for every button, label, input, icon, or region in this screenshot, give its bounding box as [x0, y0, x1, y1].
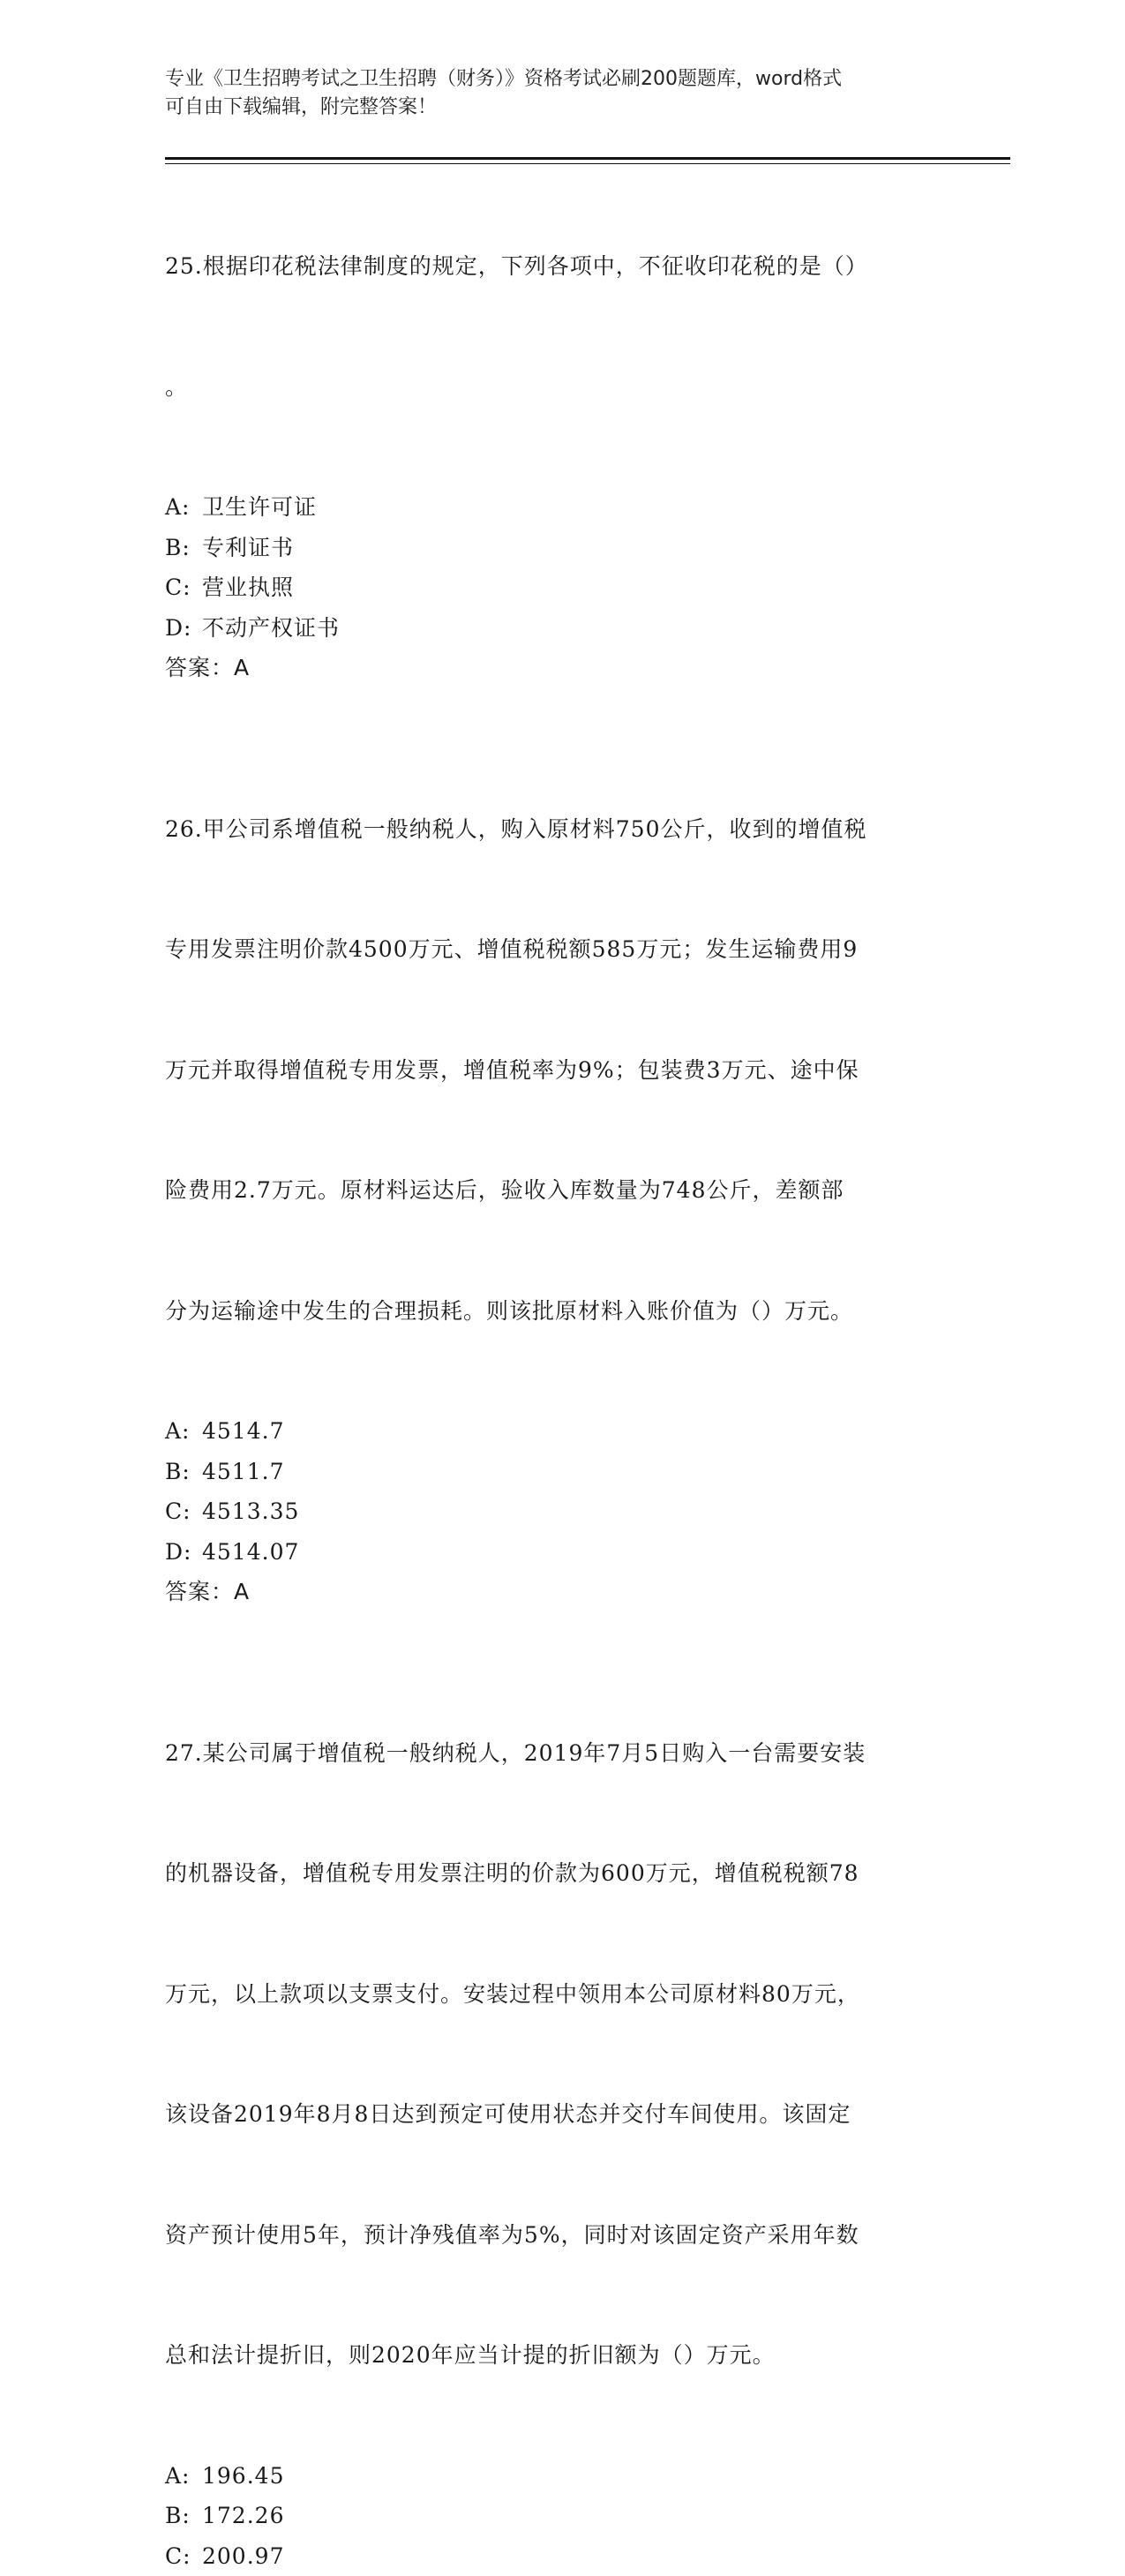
option-text: 专利证书	[202, 535, 294, 560]
stem-line: 资产预计使用5年，预计净残值率为5%，同时对该固定资产采用年数	[165, 2215, 959, 2256]
option-text: 4513.35	[202, 1498, 299, 1524]
spacer	[165, 1612, 959, 1653]
option-text: 4511.7	[202, 1459, 284, 1484]
option-text: 4514.07	[202, 1539, 299, 1565]
option-key: C:	[165, 1491, 202, 1532]
spacer	[165, 688, 959, 729]
option-c	[165, 2536, 959, 2576]
option-text: 卫生许可证	[202, 494, 317, 520]
option-text: 4514.7	[202, 1418, 284, 1444]
option-key: C:	[165, 2536, 202, 2576]
option-d	[165, 1532, 959, 1573]
header-line-2: 可自由下载编辑，附完整答案！	[165, 94, 941, 122]
question-25	[165, 166, 959, 688]
option-c	[165, 567, 959, 608]
option-b	[165, 528, 959, 568]
option-key: A:	[165, 487, 202, 528]
option-key: B:	[165, 1452, 202, 1492]
option-key: B:	[165, 2496, 202, 2536]
option-key: B:	[165, 528, 202, 568]
question-stem	[165, 166, 959, 487]
option-key: A:	[165, 2456, 202, 2497]
question-27	[165, 1653, 959, 2576]
stem-line: 万元并取得增值税专用发票，增值税率为9%；包装费3万元、途中保	[165, 1050, 959, 1091]
option-a	[165, 1411, 959, 1452]
option-key: A:	[165, 1411, 202, 1452]
option-text: 200.97	[202, 2543, 284, 2569]
question-list	[165, 166, 959, 2576]
option-text: 196.45	[202, 2463, 284, 2489]
option-text: 不动产权证书	[202, 615, 340, 641]
document-header	[165, 65, 941, 122]
option-a	[165, 487, 959, 528]
answer-line: 答案：A	[165, 648, 959, 688]
option-b	[165, 2496, 959, 2536]
stem-line: 险费用2.7万元。原材料运达后，验收入库数量为748公斤，差额部	[165, 1170, 959, 1211]
question-26	[165, 729, 959, 1612]
question-stem	[165, 729, 959, 1412]
option-key: D:	[165, 608, 202, 649]
stem-line: 专用发票注明价款4500万元、增值税税额585万元；发生运输费用9	[165, 929, 959, 970]
option-text: 营业执照	[202, 575, 294, 600]
option-a	[165, 2456, 959, 2497]
option-d	[165, 608, 959, 649]
answer-line: 答案：A	[165, 1572, 959, 1612]
stem-line: 总和法计提折旧，则2020年应当计提的折旧额为（）万元。	[165, 2335, 959, 2376]
header-divider-thin	[165, 163, 1010, 164]
header-line-1: 专业《卫生招聘考试之卫生招聘（财务）》资格考试必刷200题题库，word格式	[165, 65, 941, 94]
stem-line: 万元，以上款项以支票支付。安装过程中领用本公司原材料80万元，	[165, 1974, 959, 2015]
option-b	[165, 1452, 959, 1492]
stem-line: 该设备2019年8月8日达到预定可使用状态并交付车间使用。该固定	[165, 2094, 959, 2135]
header-divider-thick	[165, 157, 1010, 160]
option-c	[165, 1491, 959, 1532]
stem-line: 26.甲公司系增值税一般纳税人，购入原材料750公斤，收到的增值税	[165, 809, 959, 850]
option-text: 172.26	[202, 2503, 284, 2528]
question-stem	[165, 1653, 959, 2456]
option-key: D:	[165, 1532, 202, 1573]
stem-line: 。	[165, 367, 959, 408]
stem-line: 分为运输途中发生的合理损耗。则该批原材料入账价值为（）万元。	[165, 1291, 959, 1332]
option-key: C:	[165, 567, 202, 608]
stem-line: 25.根据印花税法律制度的规定，下列各项中，不征收印花税的是（）	[165, 246, 959, 287]
stem-line: 27.某公司属于增值税一般纳税人，2019年7月5日购入一台需要安装	[165, 1733, 959, 1774]
stem-line: 的机器设备，增值税专用发票注明的价款为600万元，增值税税额78	[165, 1853, 959, 1894]
